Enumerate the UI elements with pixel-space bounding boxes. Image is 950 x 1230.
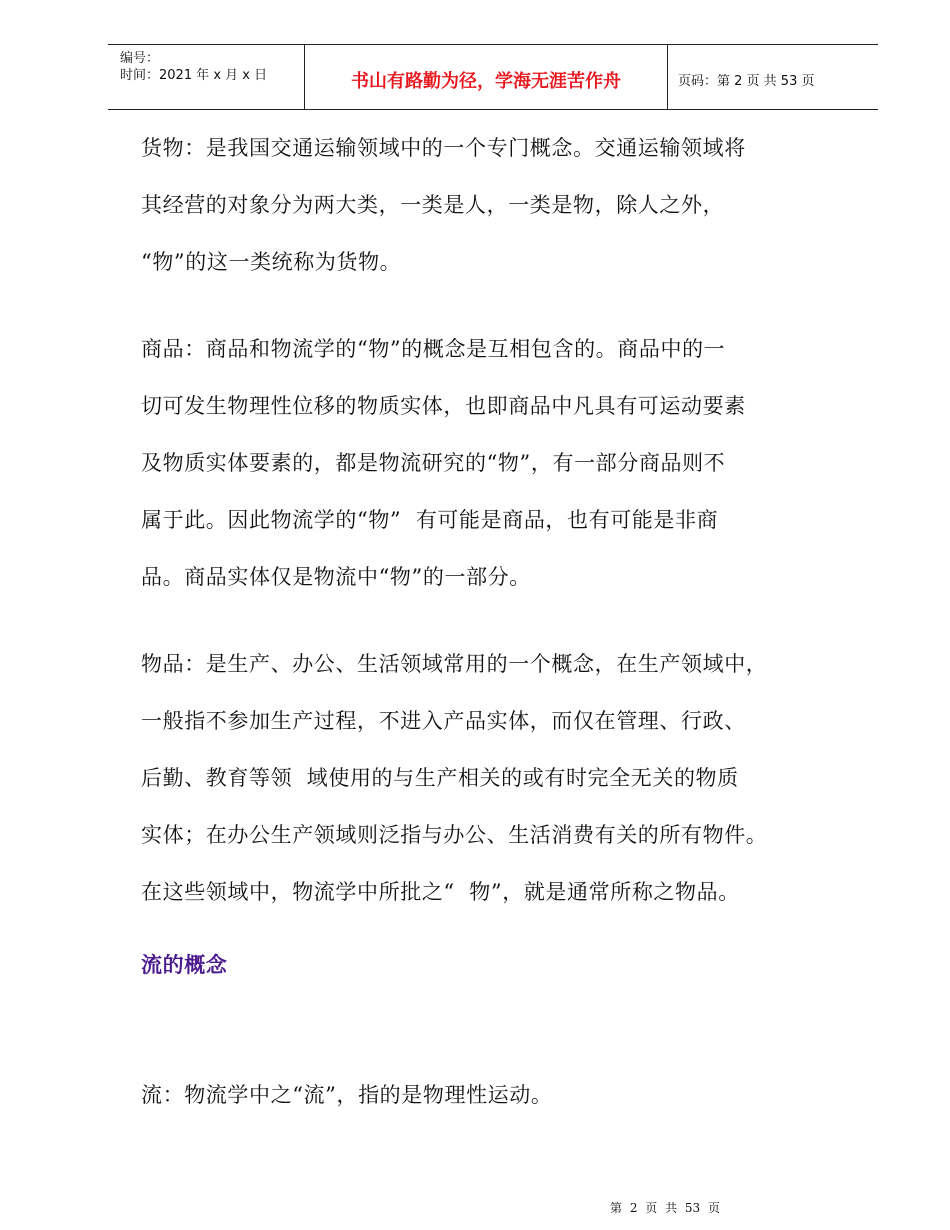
text-line: 商品：商品和物流学的“物”的概念是互相包含的。商品中的一 — [141, 337, 726, 361]
header-page-info: 页码：第 2 页 共 53 页 — [678, 73, 815, 89]
text-line: 实体；在办公生产领域则泛指与办公、生活消费有关的所有物件。 — [141, 823, 768, 847]
time-label: 时间：2021 年 x 月 x 日 — [120, 68, 268, 83]
document-body — [141, 120, 851, 1124]
header-meta — [108, 45, 305, 109]
text-line: 属于此。因此物流学的“物” 有可能是商品，也有可能是非商 — [141, 508, 719, 532]
section-heading: 流的概念 — [141, 952, 228, 977]
paragraph-flow — [141, 1067, 851, 1124]
page-header — [108, 44, 878, 110]
text-line: 后勤、教育等领 域使用的与生产相关的或有时完全无关的物质 — [141, 766, 739, 790]
page-footer — [0, 1199, 950, 1216]
number-label: 编号： — [120, 51, 160, 66]
text-line: 货物：是我国交通运输领域中的一个专门概念。交通运输领域将 — [141, 136, 746, 160]
footer-page-number: 第 2 页 共 53 页 — [610, 1201, 720, 1215]
header-motto: 书山有路勤为径，学海无涯苦作舟 — [305, 45, 668, 109]
text-line: 及物质实体要素的，都是物流研究的“物”，有一部分商品则不 — [141, 451, 726, 475]
text-line: 流：物流学中之“流”，指的是物理性运动。 — [141, 1083, 553, 1107]
paragraph-articles — [141, 636, 851, 921]
text-line: 物品：是生产、办公、生活领域常用的一个概念，在生产领域中， — [141, 652, 768, 676]
text-line: 在这些领域中，物流学中所批之“ 物”，就是通常所称之物品。 — [141, 880, 740, 904]
text-line: 切可发生物理性位移的物质实体，也即商品中凡具有可运动要素 — [141, 394, 746, 418]
text-line: 一般指不参加生产过程，不进入产品实体，而仅在管理、行政、 — [141, 709, 746, 733]
text-line: 其经营的对象分为两大类，一类是人，一类是物，除人之外， — [141, 193, 725, 217]
text-line: “物”的这一类统称为货物。 — [141, 250, 402, 274]
text-line: 品。商品实体仅是物流中“物”的一部分。 — [141, 565, 531, 589]
paragraph-goods — [141, 120, 851, 291]
paragraph-commodity — [141, 321, 851, 606]
